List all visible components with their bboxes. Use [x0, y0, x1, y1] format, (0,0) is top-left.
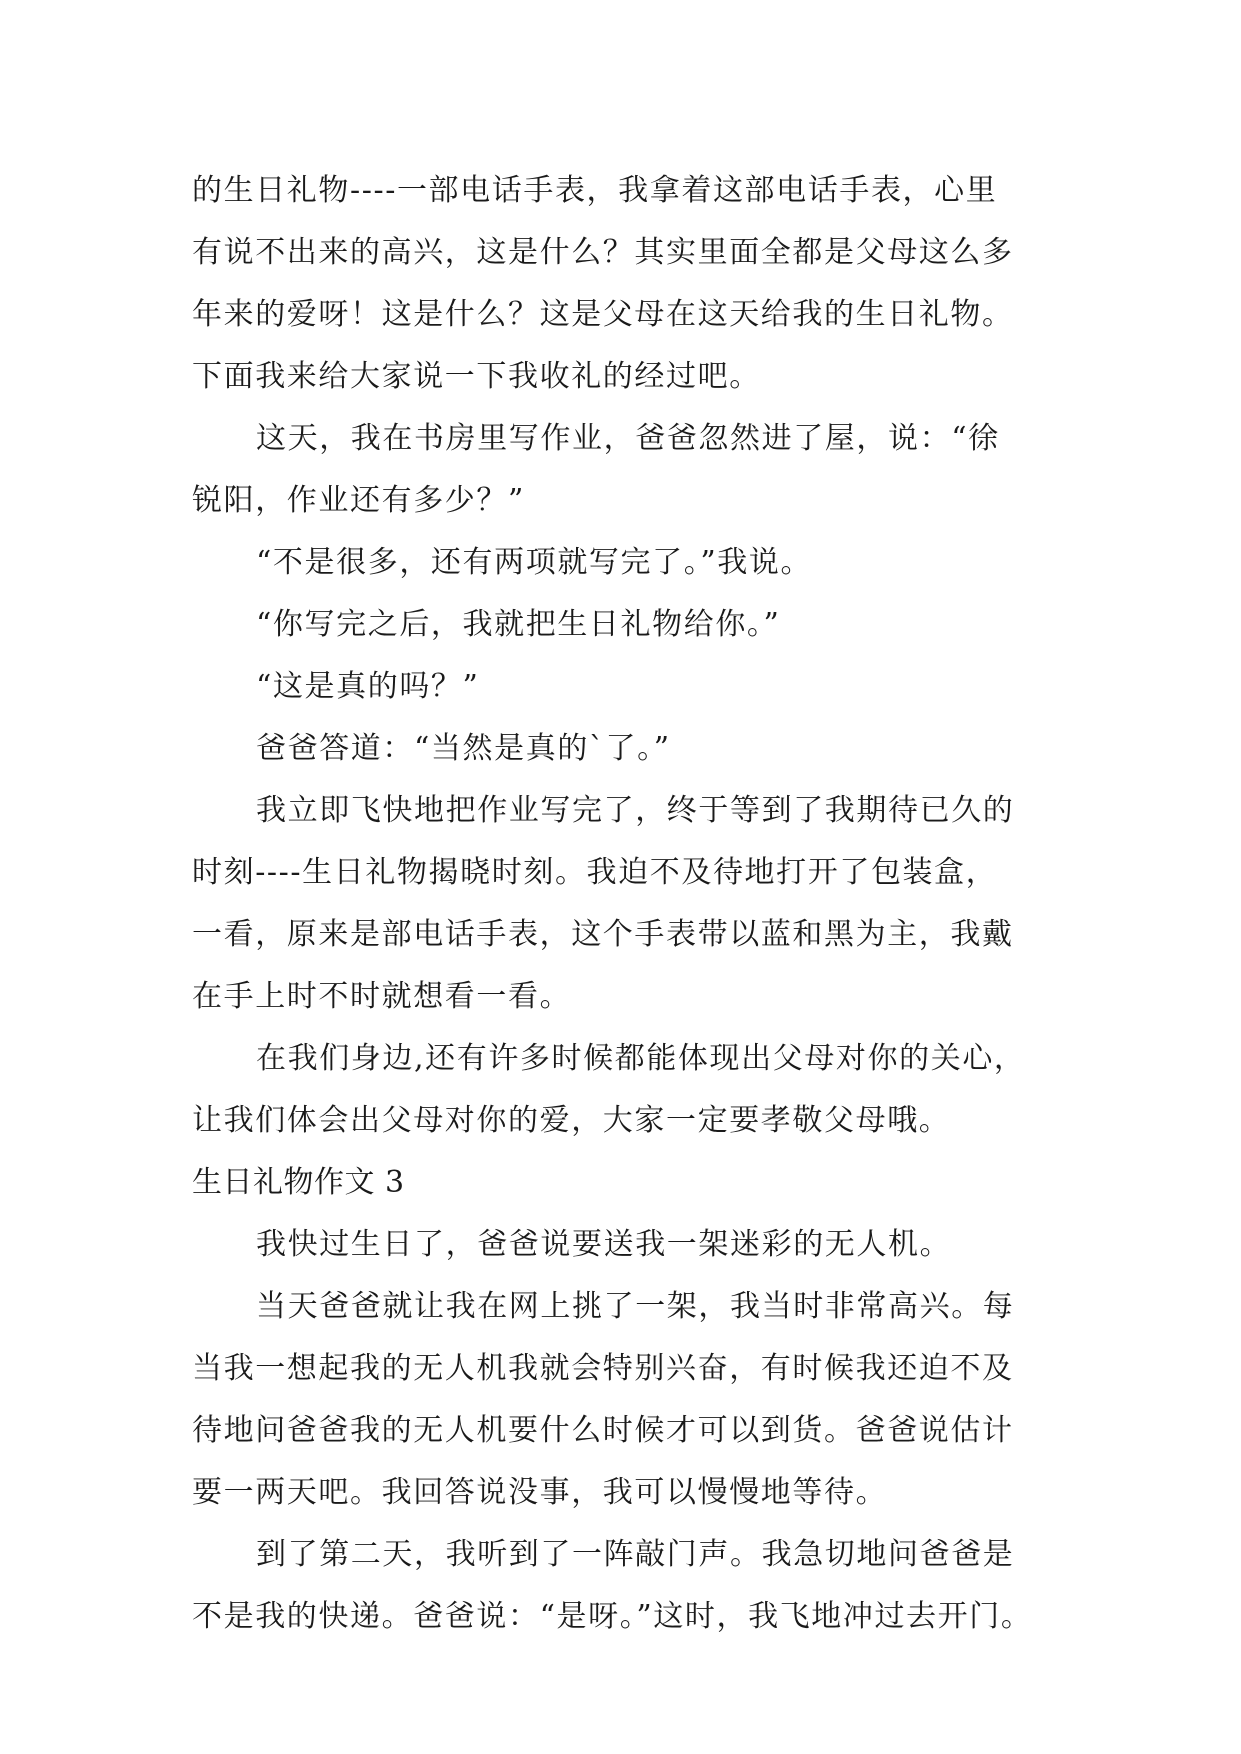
- text-line: “不是很多，还有两项就写完了。”我说。: [256, 545, 813, 580]
- text-line: “你写完之后，我就把生日礼物给你。”: [256, 607, 781, 642]
- text-line: “这是真的吗？”: [256, 669, 480, 704]
- text-line: 的生日礼物----一部电话手表，我拿着这部电话手表，心里: [192, 173, 998, 208]
- text-line: 我快过生日了，爸爸说要送我一架迷彩的无人机。: [256, 1227, 952, 1262]
- text-line: 下面我来给大家说一下我收礼的经过吧。: [192, 359, 761, 394]
- text-line: 我立即飞快地把作业写完了，终于等到了我期待已久的: [256, 793, 1015, 828]
- text-line: 在我们身边,还有许多时候都能体现出父母对你的关心，: [256, 1041, 1026, 1076]
- text-line: 时刻----生日礼物揭晓时刻。我迫不及待地打开了包装盒，: [192, 855, 998, 890]
- text-line: 爸爸答道：“当然是真的`了。”: [256, 731, 671, 766]
- text-line: 年来的爱呀！这是什么？这是父母在这天给我的生日礼物。: [192, 297, 1014, 332]
- text-line: 锐阳，作业还有多少？”: [192, 483, 525, 518]
- text-line: 一看，原来是部电话手表，这个手表带以蓝和黑为主，我戴: [192, 917, 1014, 952]
- text-line: 当天爸爸就让我在网上挑了一架，我当时非常高兴。每: [256, 1289, 1015, 1324]
- text-line: 到了第二天，我听到了一阵敲门声。我急切地问爸爸是: [256, 1537, 1015, 1572]
- section-heading: 生日礼物作文 3: [192, 1165, 405, 1200]
- text-line: 在手上时不时就想看一看。: [192, 979, 572, 1014]
- text-line: 待地问爸爸我的无人机要什么时候才可以到货。爸爸说估计: [192, 1413, 1014, 1448]
- text-line: 让我们体会出父母对你的爱，大家一定要孝敬父母哦。: [192, 1103, 951, 1138]
- text-line: 当我一想起我的无人机我就会特别兴奋，有时候我还迫不及: [192, 1351, 1014, 1386]
- text-line: 要一两天吧。我回答说没事，我可以慢慢地等待。: [192, 1475, 888, 1510]
- text-line: 不是我的快递。爸爸说：“是呀。”这时，我飞地冲过去开门。: [192, 1599, 1033, 1634]
- text-line: 有说不出来的高兴，这是什么？其实里面全都是父母这么多: [192, 235, 1014, 270]
- text-line: 这天，我在书房里写作业，爸爸忽然进了屋，说：“徐: [256, 421, 1000, 456]
- document-body: [192, 160, 1062, 1648]
